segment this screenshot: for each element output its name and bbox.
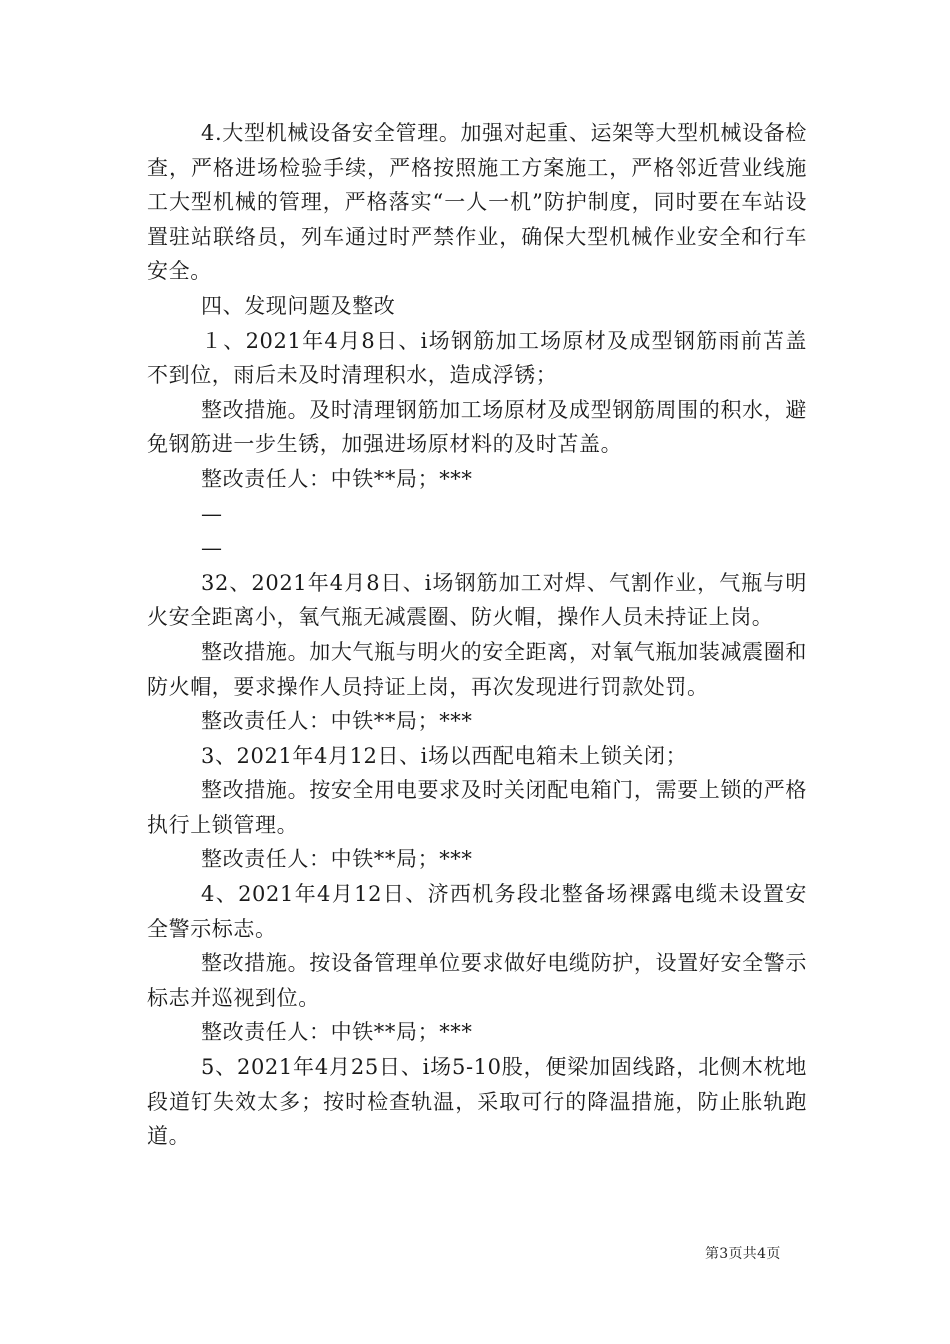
issue-4: 4、2021年4月12日、济西机务段北整备场裸露电缆未设置安全警示标志。 [147, 882, 807, 941]
issue-2: 32、2021年4月8日、i场钢筋加工对焊、气割作业，气瓶与明火安全距离小，氧气瓶无减震圈、防火帽，操作人员未持证上岗。 [147, 570, 807, 630]
dash-line-2: — [201, 536, 222, 561]
section-heading: 四、发现问题及整改 [201, 293, 396, 318]
issue-4-measures: 整改措施。按设备管理单位要求做好电缆防护，设置好安全警示标志并巡视到位。 [147, 951, 807, 1010]
issue-4-responsible: 整改责任人：中铁**局；*** [201, 1020, 473, 1045]
document-body [147, 116, 807, 1154]
issue-3: 3、2021年4月12日、i场以西配电箱未上锁关闭； [201, 743, 688, 768]
issue-2-measures: 整改措施。加大气瓶与明火的安全距离，对氧气瓶加装减震圈和防火帽，要求操作人员持证上岗，再次发现进行罚款处罚。 [147, 639, 807, 699]
page-number-footer: 第3页共4页 [705, 1246, 781, 1262]
issue-1: １、2021年4月8日、i场钢筋加工场原材及成型钢筋雨前苫盖不到位，雨后未及时清理积水，造成浮锈； [147, 328, 807, 388]
issue-2-responsible: 整改责任人：中铁**局；*** [201, 709, 473, 734]
dash-line-1: — [201, 501, 222, 526]
issue-1-measures: 整改措施。及时清理钢筋加工场原材及成型钢筋周围的积水，避免钢筋进一步生锈，加强进场原材料的及时苫盖。 [147, 397, 807, 457]
issue-3-measures: 整改措施。按安全用电要求及时关闭配电箱门，需要上锁的严格执行上锁管理。 [147, 778, 807, 837]
paragraph-large-machinery: 4.大型机械设备安全管理。加强对起重、运架等大型机械设备检查，严格进场检验手续，严格按照施工方案施工，严格邻近营业线施工大型机械的管理，严格落实“一人一机”防护制度，同时要在车站设置驻站联络员，列车通过时严禁作业，确保大型机械作业安全和行车安全。 [147, 121, 807, 284]
issue-5: 5、2021年4月25日、i场5-10股，便梁加固线路，北侧木枕地段道钉失效太多；按时检查轨温，采取可行的降温措施，防止胀轨跑道。 [147, 1055, 807, 1149]
issue-1-responsible: 整改责任人：中铁**局；*** [201, 466, 473, 491]
issue-3-responsible: 整改责任人：中铁**局；*** [201, 847, 473, 872]
